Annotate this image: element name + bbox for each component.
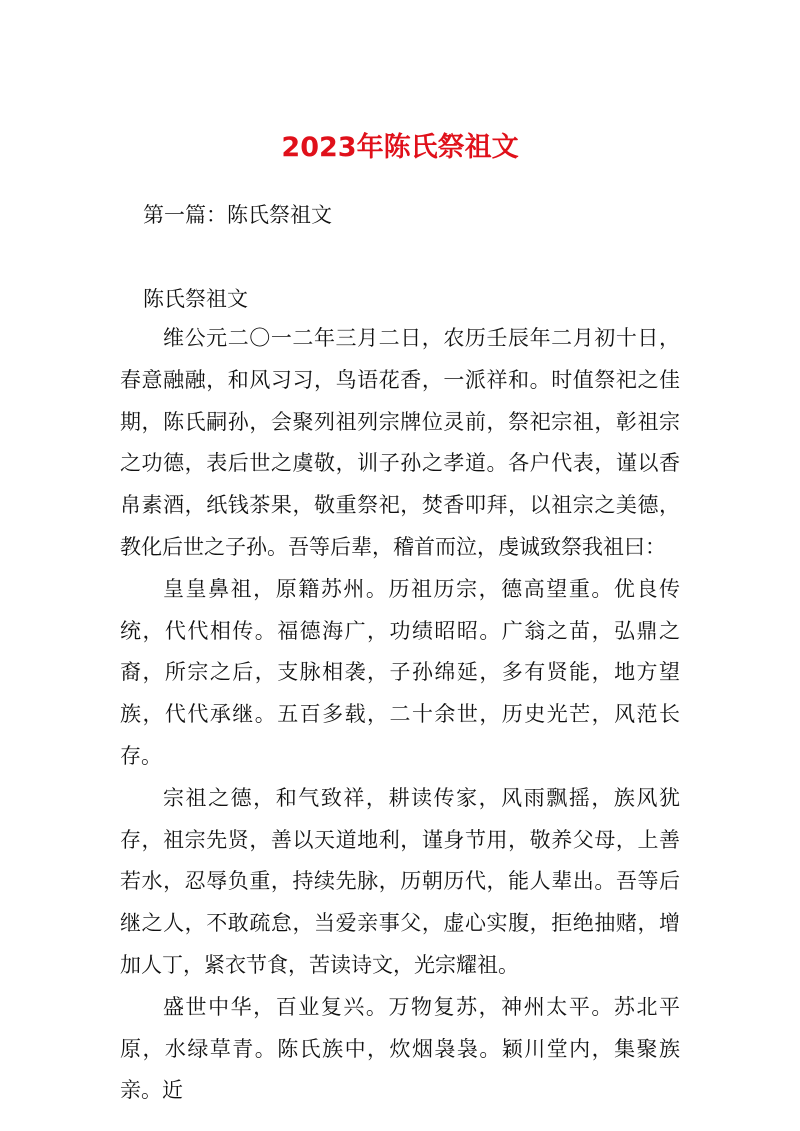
paragraph: 皇皇鼻祖，原籍苏州。历祖历宗，德高望重。优良传统，代代相传。福德海广，功绩昭昭。广翁之苗，弘鼎之裔，所宗之后，支脉相袭，子孙绵延，多有贤能，地方望族，代代承继。五百多载，二十余世，历史光芒，风范长存。 <box>120 576 680 768</box>
document-subtitle: 第一篇：陈氏祭祖文 <box>143 203 332 227</box>
document-body <box>120 318 680 1112</box>
section-heading: 陈氏祭祖文 <box>143 287 248 311</box>
paragraph: 宗祖之德，和气致祥，耕读传家，风雨飘摇，族风犹存，祖宗先贤，善以天道地利，谨身节用，敬养父母，上善若水，忍辱负重，持续先脉，历朝历代，能人辈出。吾等后继之人，不敢疏怠，当爱亲事父，虚心实腹，拒绝抽赌，增加人丁，紧衣节食，苦读诗文，光宗耀祖。 <box>120 785 680 977</box>
paragraph: 维公元二〇一二年三月二日，农历壬辰年二月初十日，春意融融，和风习习，鸟语花香，一派祥和。时值祭祀之佳期，陈氏嗣孙，会聚列祖列宗牌位灵前，祭祀宗祖，彰祖宗之功德，表后世之虞敬，训子孙之孝道。各户代表，谨以香帛素酒，纸钱茶果，敬重祭祀，焚香叩拜，以祖宗之美德，教化后世之子孙。吾等后辈，稽首而泣，虔诚致祭我祖曰： <box>120 326 680 559</box>
paragraph: 盛世中华，百业复兴。万物复苏，神州太平。苏北平原，水绿草青。陈氏族中，炊烟袅袅。颖川堂内，集聚族亲。近 <box>120 994 680 1103</box>
document-title: 2023年陈氏祭祖文 <box>281 132 519 163</box>
